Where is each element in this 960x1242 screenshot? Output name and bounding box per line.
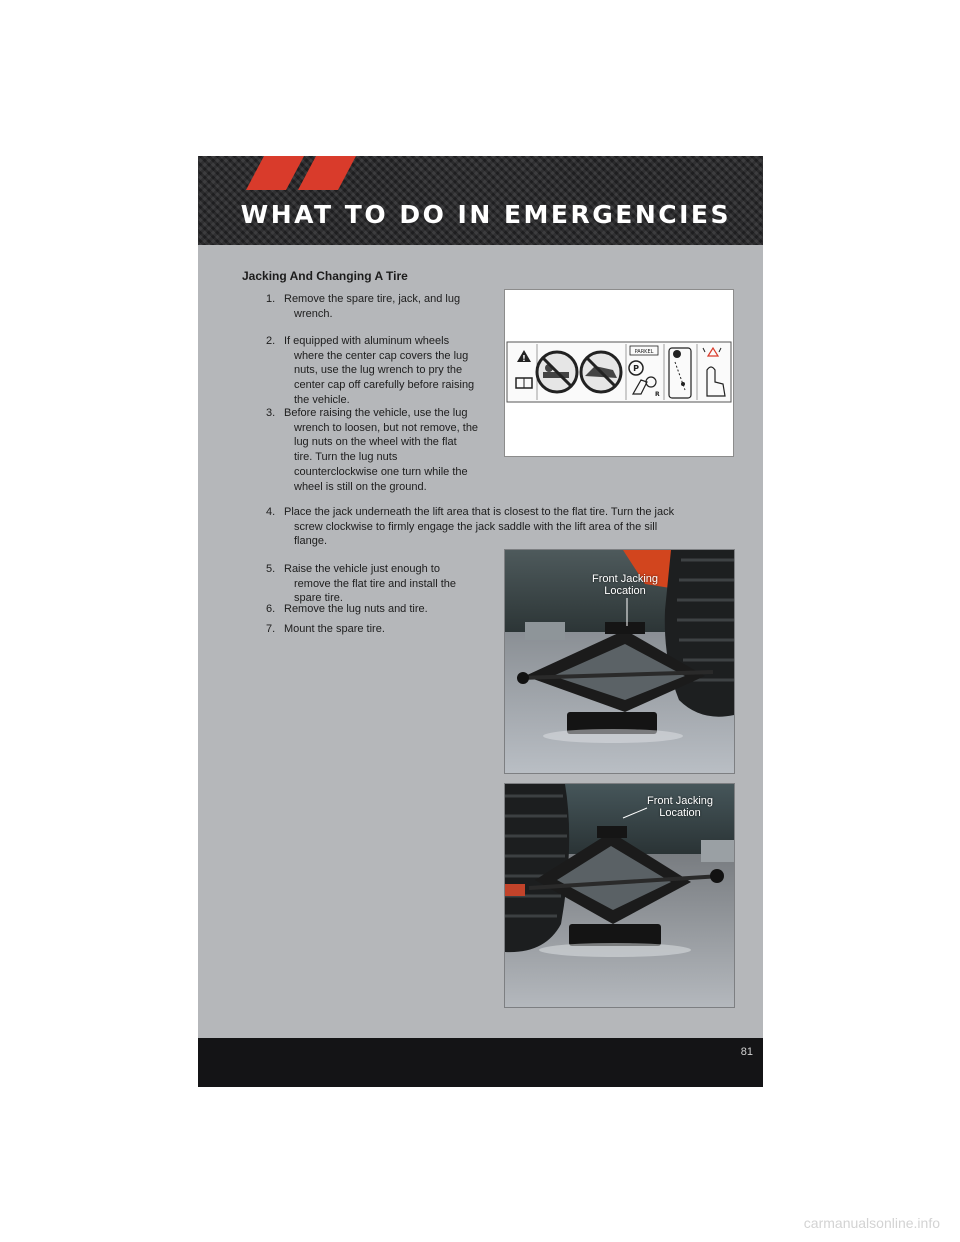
list-item: 5. Raise the vehicle just enough to remove the flat tire and install the spare tire.: [266, 563, 457, 605]
photo-caption-top: Front Jacking Location: [591, 573, 659, 597]
section-title: Jacking And Changing A Tire: [242, 269, 408, 283]
list-item: 7. Mount the spare tire.: [266, 623, 385, 635]
photo-caption-bottom: Front Jacking Location: [646, 795, 714, 819]
list-item: 2. If equipped with aluminum wheels where the center cap covers the lug nuts, use the lug wrench to pry the center cap off carefully before raising the vehicle.: [266, 335, 475, 406]
list-item: 3. Before raising the vehicle, use the lug wrench to loosen, but not remove, the lug nuts on the wheel with the flat tire. Turn the lug nuts counterclockwise one turn while the wheel is still on the ground.: [266, 407, 479, 493]
page-header: [198, 156, 763, 245]
no-start-engine-icon: [581, 352, 621, 392]
svg-text:!: !: [522, 354, 526, 363]
page-footer: [198, 1038, 763, 1087]
watermark-text: carmanualsonline.info: [803, 1215, 940, 1231]
list-item: 1. Remove the spare tire, jack, and lug wrench.: [266, 293, 461, 320]
header-title: WHAT TO DO IN EMERGENCIES: [240, 200, 731, 229]
manual-page: [198, 156, 763, 1087]
jack-photo-bottom: [504, 783, 735, 1008]
list-item: 6. Remove the lug nuts and tire.: [266, 603, 428, 615]
list-item: 4. Place the jack underneath the lift area that is closest to the flat tire. Turn the jack screw clockwise to firmly engage the jack saddle with the lift area of the sill flange.: [266, 506, 675, 548]
svg-text:R: R: [655, 391, 660, 398]
svg-text:PARKEL: PARKEL: [634, 349, 654, 355]
jack-warning-label-figure: [504, 289, 734, 457]
no-crawl-under-icon: [537, 352, 577, 392]
red-stripes-graphic: [246, 156, 366, 190]
jack-photo-top: [504, 549, 735, 774]
page-number: 81: [740, 1046, 753, 1058]
svg-text:P: P: [633, 364, 639, 373]
